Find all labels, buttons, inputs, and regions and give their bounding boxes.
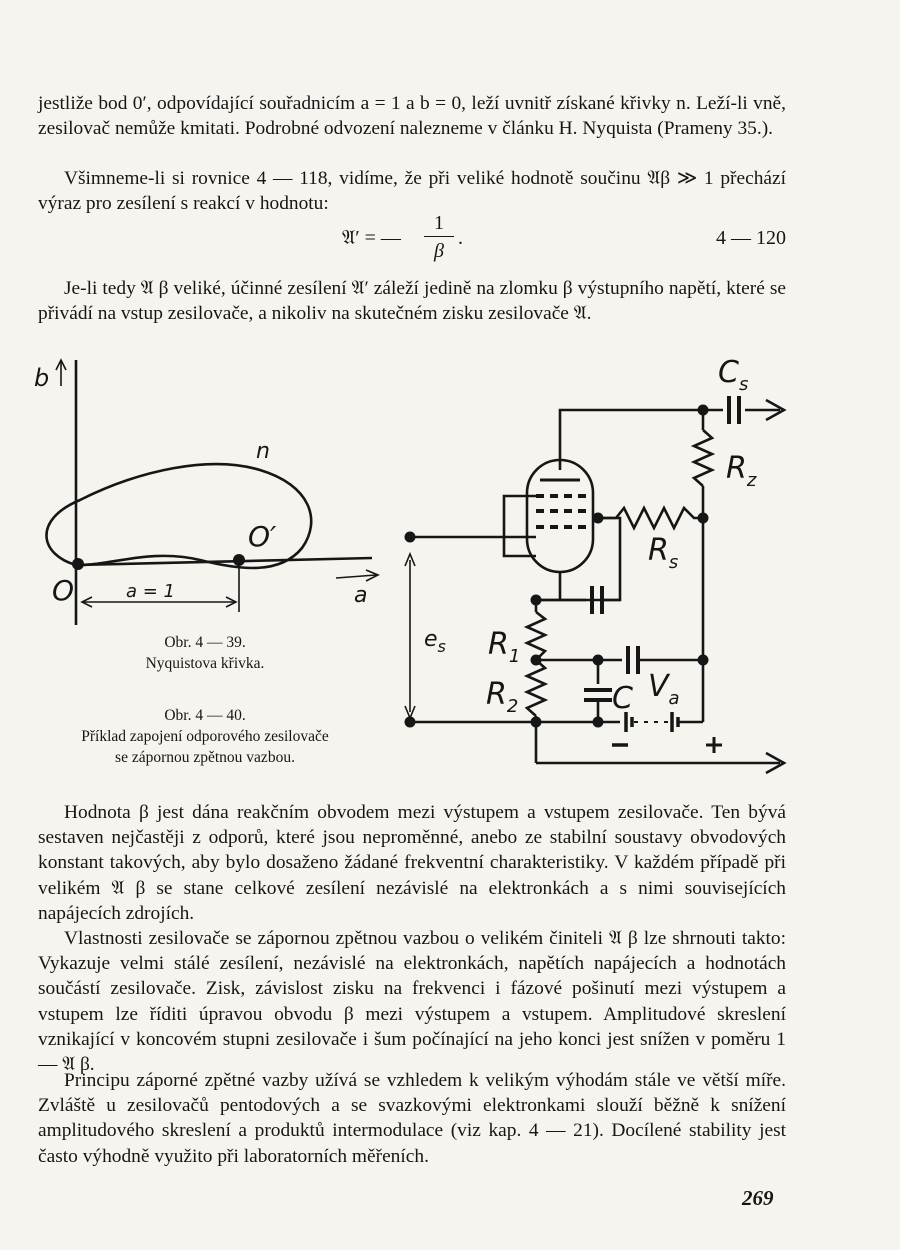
label-o-prime: O′ (248, 520, 277, 553)
label-rz: $R_z$ (726, 451, 757, 491)
label-es: $e_s$ (424, 627, 446, 656)
paragraph-3: Je-li tedy 𝔄 β veliké, účinné zesílení 𝔄′ záleží jedině na zlomku β výstupního napětí, které se přivádí na vstup zesilovače, a nikoliv na skutečném zisku zesilovače 𝔄. (38, 278, 786, 325)
equation-number: 4 — 120 (716, 227, 786, 249)
caption-40-title-2: se zápornou zpětnou vazbou. (115, 749, 295, 766)
equation-denominator: β (434, 240, 444, 262)
label-plus: + (740, 754, 741, 755)
paragraph-2: Všimneme-li si rovnice 4 — 118, vidíme, že při veliké hodnotě součinu 𝔄β ≫ 1 přechází výraz pro zesílení s reakcí v hodnotu: (38, 168, 786, 215)
label-origin: O (52, 574, 75, 607)
label-cs: $C_s$ (718, 355, 749, 395)
r2-resistor (527, 660, 545, 716)
label-rs: $R_s$ (648, 533, 679, 573)
equation-trailing: . (458, 227, 463, 249)
label-va: $V_a$ (648, 669, 680, 709)
paragraph-1: jestliže bod 0′, odpovídající souřadnicím a = 1 a b = 0, leží uvnitř získané křivky n. Leží-li vně, zesilovač nemůže kmitati. Podrobné odvození nalezneme v článku H. Nyquista (Prameny 35.). (38, 93, 786, 140)
label-a-axis: a (354, 583, 368, 608)
label-n: n (256, 439, 270, 464)
label-r1: $R_1$ (488, 627, 521, 667)
tube-envelope (527, 460, 593, 572)
rs-resistor (600, 508, 703, 528)
r1-resistor (527, 612, 545, 660)
page-number: 269 (742, 1186, 774, 1210)
rz-resistor (694, 430, 712, 486)
label-c: C (612, 681, 633, 716)
label-minus: − (640, 754, 641, 755)
equation-numerator: 1 (434, 212, 444, 234)
caption-39-title: Nyquistova křivka. (145, 655, 265, 672)
caption-40-number: Obr. 4 — 40. (164, 707, 246, 724)
caption-40-title-1: Příklad zapojení odporového zesilovače (81, 728, 329, 745)
paragraph-4: Hodnota β jest dána reakčním obvodem mezi výstupem a vstupem zesilovače. Ten bývá sestaven nejčastěji z odporů, které jsou neproměnné, anebo ze stabilní soustavy obvodových konstant takových, aby bylo dosaženo žádané frekventní charakteristiky. V každém případě při velikém 𝔄 β se stane celkové zesílení nezávislé na elektronkách a s nimi souvisejících napájecích zdrojích. (38, 802, 786, 924)
equation-lhs: 𝔄′ = — (342, 227, 401, 249)
paragraph-5: Vlastnosti zesilovače se zápornou zpětnou vazbou o velikém činiteli 𝔄 β lze shrnouti takto: Vykazuje velmi stálé zesílení, nezávislé na elektronkách, napětích napájecích a hodnotách součástí zesilovače. Zisk, závislost zisku na frekvenci i fázové pošinutí mezi výstupem a vstupem lze říditi úpravou obvodu β mezi výstupem a vstupem. Amplitudové skreslení vznikající v koncovém stupni zesilovače i šum počínající na jeho konci jest snížen v poměru 1 — 𝔄 β. (38, 928, 786, 1076)
label-r2: $R_2$ (486, 677, 519, 717)
label-a-equals-1: a = 1 (126, 581, 176, 602)
caption-39-number: Obr. 4 — 39. (164, 634, 246, 651)
paragraph-6: Principu záporné zpětné vazby užívá se vzhledem k velikým výhodám stále ve větší míře. Zvláště u zesilovačů pentodových a se svazkovými elektronkami slouží běžně k snížení amplitudového skreslení a produktů intermodulace (viz kap. 4 — 21). Docílené stability jest často výhodně využito při laboratorních měřeních. (38, 1070, 786, 1167)
label-b: b (34, 364, 50, 392)
